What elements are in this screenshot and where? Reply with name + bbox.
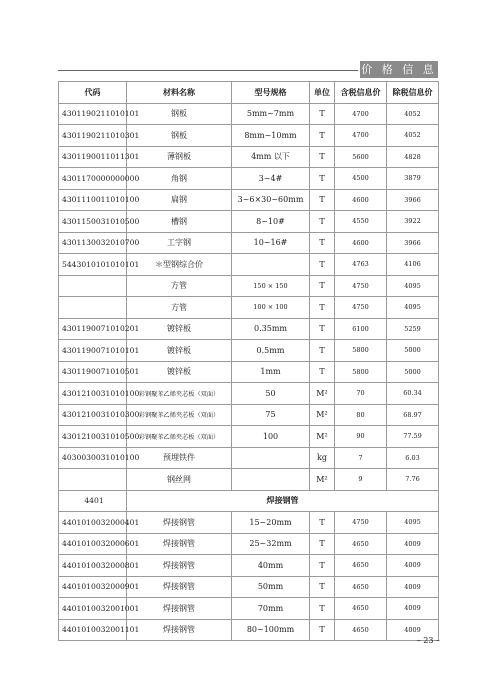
cell-spec: 5mm~7mm (232, 103, 310, 125)
cell-tax: 5800 (335, 340, 387, 362)
cell-unit: T (310, 361, 335, 383)
cell-unit: T (310, 340, 335, 362)
cell-spec (232, 447, 310, 469)
cell-name: 焊接钢管 (127, 512, 232, 534)
cell-unit: T (310, 254, 335, 276)
table-row (59, 232, 439, 254)
cell-unit: T (310, 146, 335, 168)
cell-notax: 60.34 (387, 383, 439, 405)
cell-name: 薄钢板 (127, 146, 232, 168)
section-row (59, 490, 439, 512)
cell-notax: 4009 (387, 555, 439, 577)
cell-name: 方管 (127, 275, 232, 297)
table-row (59, 168, 439, 190)
cell-spec: 15~20mm (232, 512, 310, 534)
cell-tax: 5800 (335, 361, 387, 383)
cell-unit: T (310, 168, 335, 190)
table-row (59, 447, 439, 469)
cell-name: 扁钢 (127, 189, 232, 211)
cell-spec: 0.5mm (232, 340, 310, 362)
cell-tax: 4650 (335, 555, 387, 577)
cell-unit: T (310, 576, 335, 598)
cell-tax: 4700 (335, 103, 387, 125)
cell-unit: T (310, 318, 335, 340)
cell-name: 焊接钢管 (127, 576, 232, 598)
table-row (59, 404, 439, 426)
section-code: 4401 (59, 490, 127, 512)
cell-spec: 25~32mm (232, 533, 310, 555)
cell-name: 角钢 (127, 168, 232, 190)
table-row (59, 211, 439, 233)
cell-notax: 4009 (387, 598, 439, 620)
cell-tax: 80 (335, 404, 387, 426)
cell-unit: M² (310, 426, 335, 448)
cell-tax: 4763 (335, 254, 387, 276)
cell-tax: 9 (335, 469, 387, 491)
cell-name: 焊接钢管 (127, 533, 232, 555)
cell-spec (232, 254, 310, 276)
cell-spec: 3~4# (232, 168, 310, 190)
cell-code: 4301210031010500 (59, 426, 127, 448)
cell-spec: 0.35mm (232, 318, 310, 340)
cell-unit: T (310, 533, 335, 555)
cell-unit: M² (310, 469, 335, 491)
cell-notax: 4095 (387, 297, 439, 319)
cell-name: 钢板 (127, 103, 232, 125)
cell-unit: T (310, 211, 335, 233)
cell-spec: 70mm (232, 598, 310, 620)
cell-notax: 5000 (387, 340, 439, 362)
cell-name: 镀锌板 (127, 318, 232, 340)
cell-name: 工字钢 (127, 232, 232, 254)
cell-notax: 3966 (387, 232, 439, 254)
cell-code: 4301210031010100 (59, 383, 127, 405)
cell-notax: 6.03 (387, 447, 439, 469)
cell-code: 4401010032000801 (59, 555, 127, 577)
table-row (59, 125, 439, 147)
cell-tax: 5600 (335, 146, 387, 168)
cell-unit: T (310, 512, 335, 534)
cell-code: 4401010032001101 (59, 619, 127, 641)
table-row (59, 340, 439, 362)
cell-unit: T (310, 297, 335, 319)
cell-notax: 3922 (387, 211, 439, 233)
cell-code: 5443010101010101 (59, 254, 127, 276)
cell-notax: 4095 (387, 275, 439, 297)
cell-code (59, 275, 127, 297)
table-row (59, 361, 439, 383)
cell-code: 4301190011011301 (59, 146, 127, 168)
cell-tax: 90 (335, 426, 387, 448)
cell-code: 4401010032000901 (59, 576, 127, 598)
cell-tax: 4650 (335, 598, 387, 620)
cell-tax: 4750 (335, 275, 387, 297)
cell-unit: T (310, 103, 335, 125)
cell-code: 4301190211010101 (59, 103, 127, 125)
cell-spec: 150 × 150 (232, 275, 310, 297)
cell-tax: 4600 (335, 189, 387, 211)
cell-unit: M² (310, 383, 335, 405)
cell-name: 彩钢聚苯乙烯夹芯板（双面） (127, 426, 232, 448)
cell-tax: 4500 (335, 168, 387, 190)
cell-spec: 100 × 100 (232, 297, 310, 319)
cell-spec: 100 (232, 426, 310, 448)
cell-code: 4301110011010100 (59, 189, 127, 211)
section-title: 焊接钢管 (127, 490, 439, 512)
price-table (58, 81, 439, 641)
cell-name: 镀锌板 (127, 361, 232, 383)
cell-code (59, 297, 127, 319)
cell-notax: 5259 (387, 318, 439, 340)
cell-name: 焊接钢管 (127, 619, 232, 641)
cell-spec: 80~100mm (232, 619, 310, 641)
cell-name: 方管 (127, 297, 232, 319)
table-row (59, 275, 439, 297)
table-row (59, 619, 439, 641)
cell-name: 镀锌板 (127, 340, 232, 362)
header-tax-price: 含税信息价 (335, 82, 387, 104)
cell-notax: 68.97 (387, 404, 439, 426)
table-row (59, 146, 439, 168)
cell-code: 4401010032000401 (59, 512, 127, 534)
cell-name: 钢板 (127, 125, 232, 147)
section-banner: 价 格 信 息 (361, 63, 437, 76)
cell-notax: 4052 (387, 125, 439, 147)
table-row (59, 469, 439, 491)
cell-spec: 75 (232, 404, 310, 426)
cell-name: 彩钢聚苯乙烯夹芯板（双面） (127, 404, 232, 426)
cell-unit: T (310, 555, 335, 577)
header-code: 代码 (59, 82, 127, 104)
cell-unit: T (310, 598, 335, 620)
cell-spec: 50 (232, 383, 310, 405)
cell-code: 4301190071010501 (59, 361, 127, 383)
cell-notax: 4009 (387, 619, 439, 641)
cell-name: 焊接钢管 (127, 598, 232, 620)
cell-tax: 4550 (335, 211, 387, 233)
cell-tax: 4750 (335, 512, 387, 534)
cell-unit: T (310, 232, 335, 254)
table-row (59, 189, 439, 211)
cell-notax: 3879 (387, 168, 439, 190)
table-row (59, 555, 439, 577)
table-header-row (59, 82, 439, 104)
header-notax-price: 除税信息价 (387, 82, 439, 104)
table-row (59, 383, 439, 405)
cell-spec: 1mm (232, 361, 310, 383)
cell-code: 4030030031010100 (59, 447, 127, 469)
cell-name: 焊接钢管 (127, 555, 232, 577)
header-unit: 单位 (310, 82, 335, 104)
cell-code: 4301190071010101 (59, 340, 127, 362)
cell-spec: 50mm (232, 576, 310, 598)
cell-notax: 5000 (387, 361, 439, 383)
cell-notax: 77.59 (387, 426, 439, 448)
cell-name: 钢丝网 (127, 469, 232, 491)
cell-tax: 4600 (335, 232, 387, 254)
cell-name: 彩钢聚苯乙烯夹芯板（双面） (127, 383, 232, 405)
cell-tax: 4650 (335, 533, 387, 555)
cell-unit: M² (310, 404, 335, 426)
cell-notax: 4009 (387, 533, 439, 555)
cell-code: 4301190211010301 (59, 125, 127, 147)
cell-unit: T (310, 125, 335, 147)
cell-notax: 4052 (387, 103, 439, 125)
cell-tax: 70 (335, 383, 387, 405)
cell-notax: 4106 (387, 254, 439, 276)
cell-tax: 4650 (335, 619, 387, 641)
header-spec: 型号规格 (232, 82, 310, 104)
cell-code: 4301130032010700 (59, 232, 127, 254)
cell-unit: T (310, 619, 335, 641)
cell-tax: 6100 (335, 318, 387, 340)
cell-tax: 4750 (335, 297, 387, 319)
page-number: – 23 – (416, 636, 440, 645)
cell-tax: 4700 (335, 125, 387, 147)
table-row (59, 598, 439, 620)
cell-notax: 4095 (387, 512, 439, 534)
table-row (59, 512, 439, 534)
cell-notax: 7.76 (387, 469, 439, 491)
header-rule (58, 70, 358, 71)
table-row (59, 297, 439, 319)
table-row (59, 318, 439, 340)
table-row (59, 576, 439, 598)
cell-spec (232, 469, 310, 491)
cell-spec: 40mm (232, 555, 310, 577)
cell-code: 4401010032001001 (59, 598, 127, 620)
cell-code (59, 469, 127, 491)
cell-notax: 4009 (387, 576, 439, 598)
cell-code: 4301170000000000 (59, 168, 127, 190)
cell-code: 4301150031010500 (59, 211, 127, 233)
cell-name: 预埋铁件 (127, 447, 232, 469)
cell-name: 槽钢 (127, 211, 232, 233)
cell-code: 4401010032000601 (59, 533, 127, 555)
table-row (59, 254, 439, 276)
cell-spec: 4mm 以下 (232, 146, 310, 168)
cell-notax: 4828 (387, 146, 439, 168)
cell-tax: 4650 (335, 576, 387, 598)
cell-notax: 3966 (387, 189, 439, 211)
cell-code: 4301210031010300 (59, 404, 127, 426)
cell-unit: T (310, 189, 335, 211)
cell-unit: T (310, 275, 335, 297)
cell-spec: 10~16# (232, 232, 310, 254)
table-row (59, 533, 439, 555)
table-row (59, 426, 439, 448)
header-material: 材料名称 (127, 82, 232, 104)
cell-spec: 8mm~10mm (232, 125, 310, 147)
cell-spec: 8~10# (232, 211, 310, 233)
cell-unit: kg (310, 447, 335, 469)
cell-tax: 7 (335, 447, 387, 469)
table-row (59, 103, 439, 125)
cell-name: ＊型钢综合价 (127, 254, 232, 276)
cell-spec: 3~6×30~60mm (232, 189, 310, 211)
cell-code: 4301190071010201 (59, 318, 127, 340)
